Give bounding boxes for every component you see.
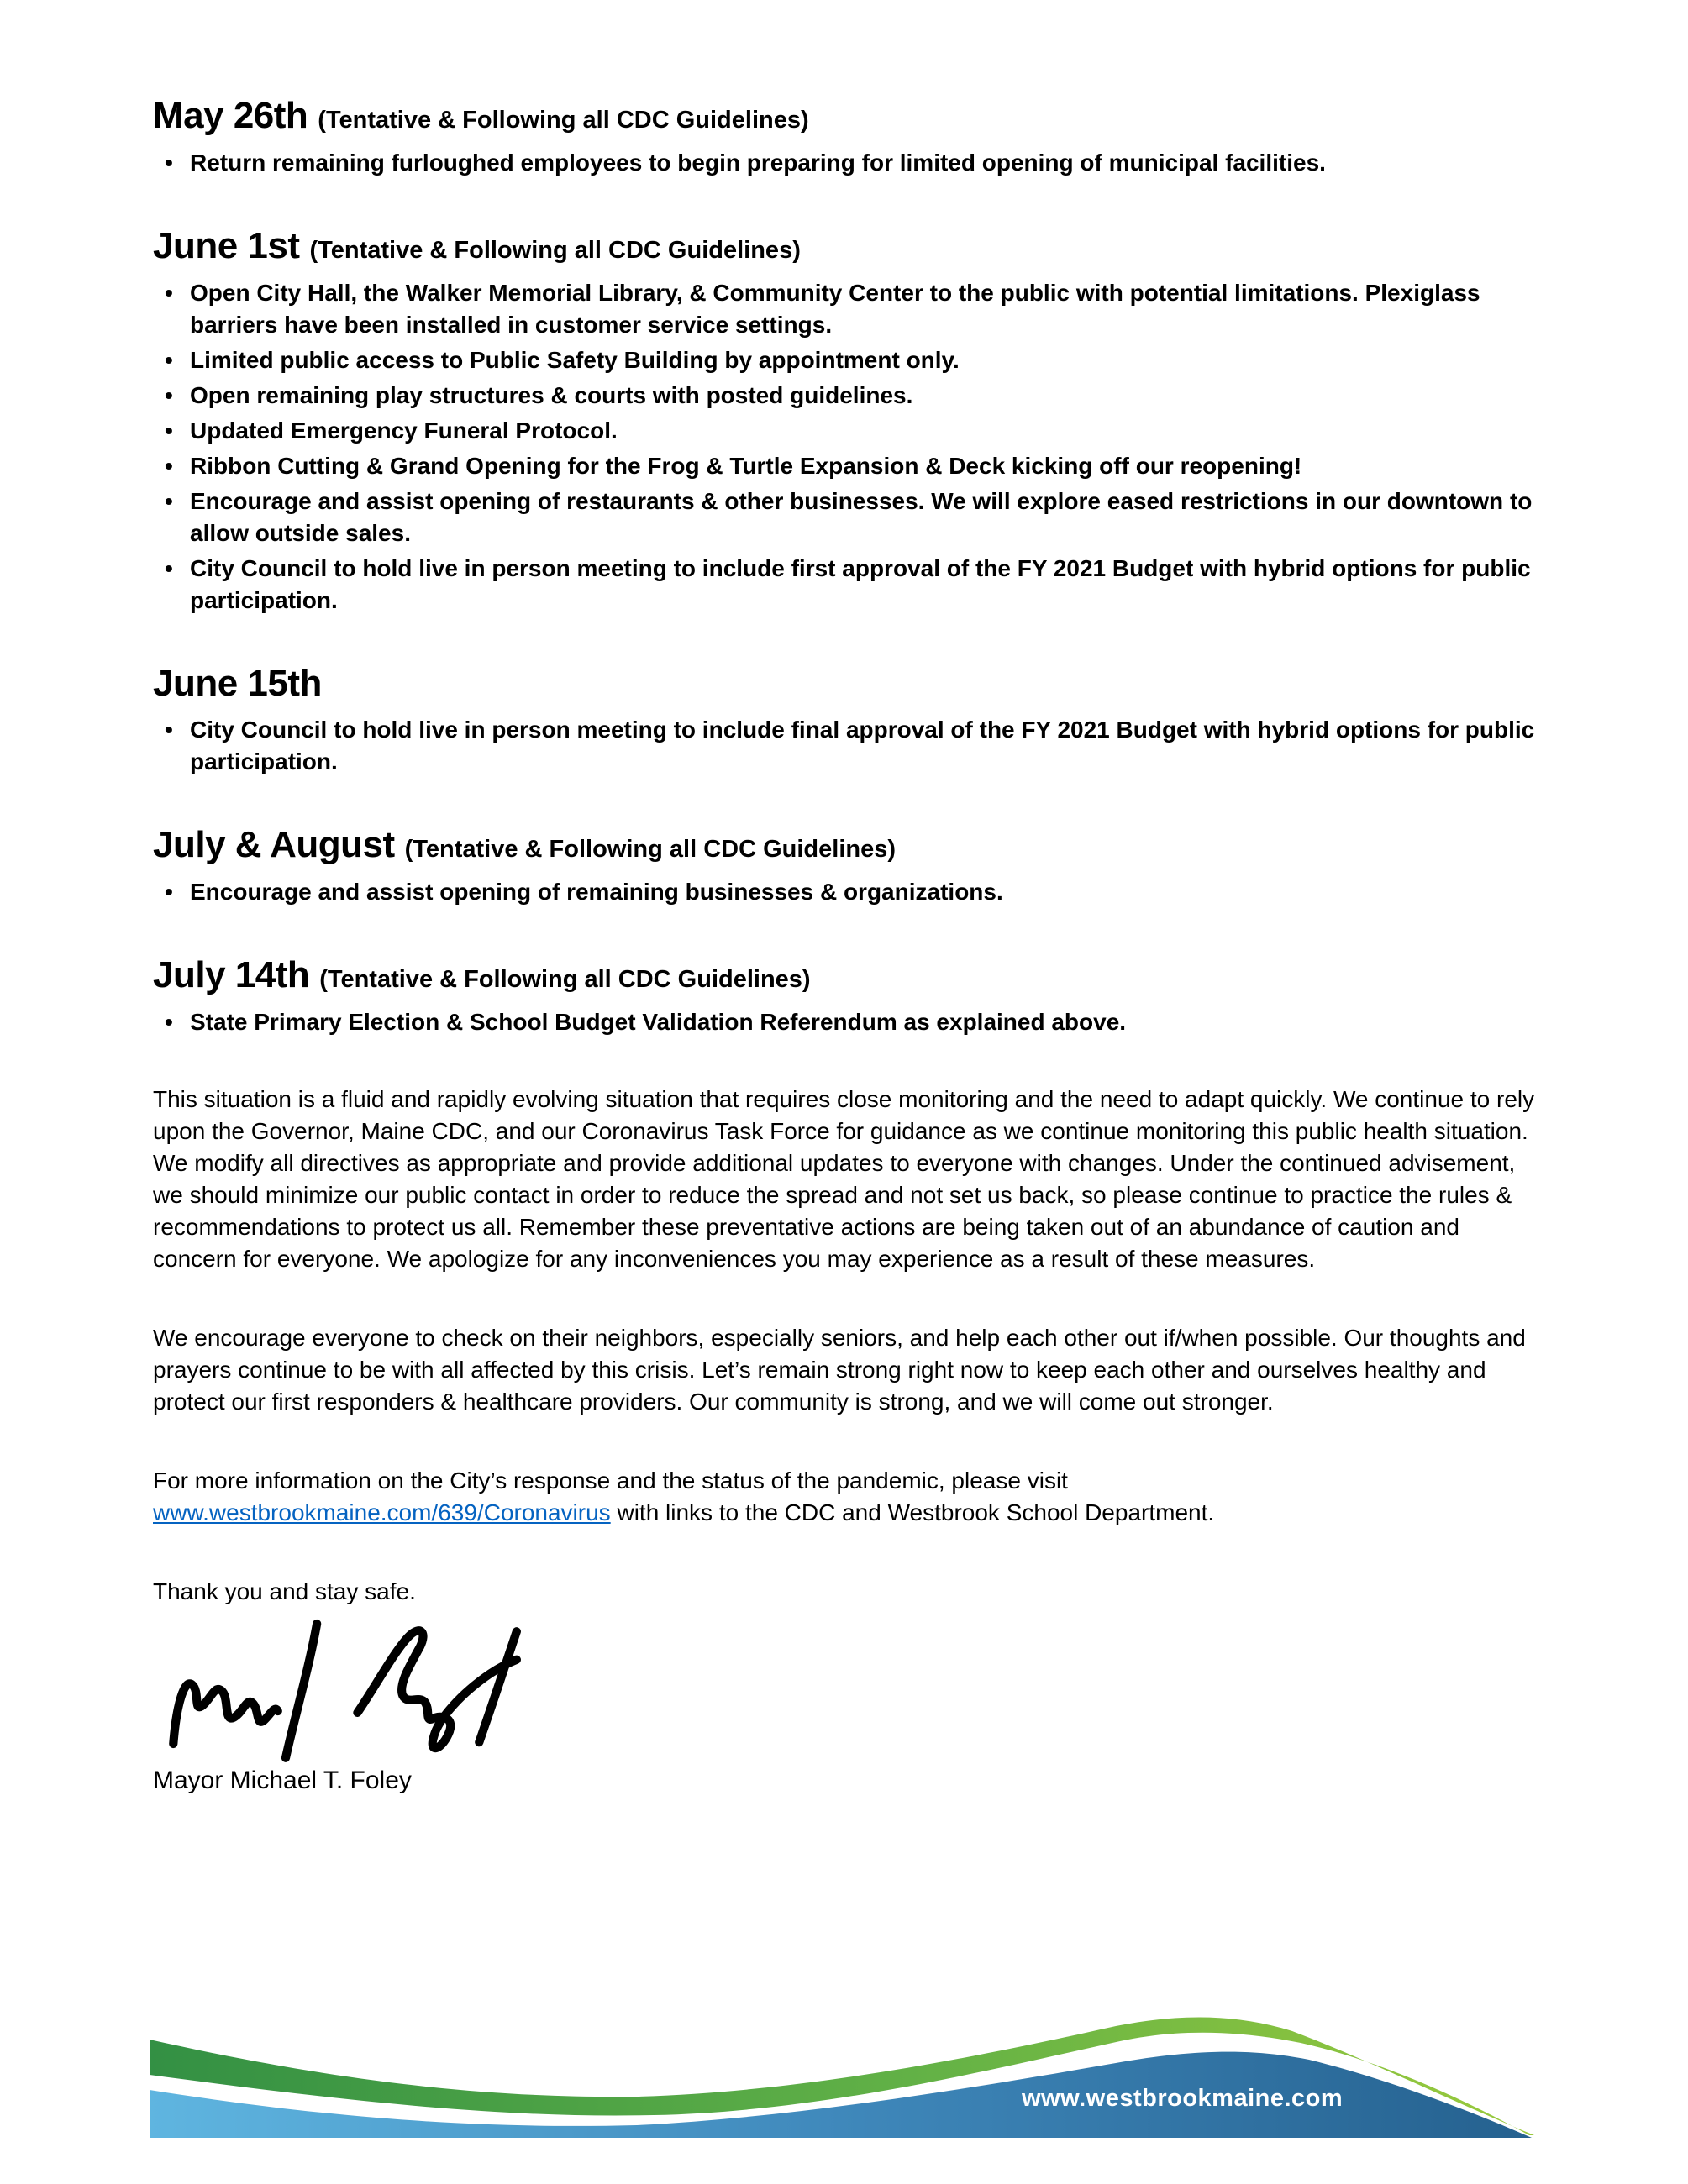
section-subtitle: (Tentative & Following all CDC Guidelines): [319, 966, 811, 994]
bullet-item: • Updated Emergency Funeral Protocol.: [153, 415, 1541, 447]
bullet-item: • City Council to hold live in person meeting to include first approval of the FY 2021 Budget with hybrid options for public participation.: [153, 553, 1541, 617]
section-july-august: [153, 823, 1541, 908]
section-heading: [153, 823, 1541, 868]
bullet-item: • Ribbon Cutting & Grand Opening for the Frog & Turtle Expansion & Deck kicking off our reopening!: [153, 450, 1541, 482]
section-june-15: [153, 662, 1541, 779]
section-heading: [153, 224, 1541, 269]
section-subtitle: (Tentative & Following all CDC Guidelines): [404, 836, 897, 864]
bullet-list: [153, 277, 1541, 617]
section-heading: [153, 94, 1541, 139]
signature-scribble-icon: [150, 1613, 553, 1777]
section-july-14: [153, 953, 1541, 1038]
wave-graphic-icon: [150, 2008, 1534, 2140]
bullet-item: • Open City Hall, the Walker Memorial Library, & Community Center to the public with potential limitations. Plexiglass barriers have been installed in customer service settings.: [153, 277, 1541, 341]
section-date: June 1st: [153, 224, 300, 266]
section-date: June 15th: [153, 662, 322, 704]
section-date: May 26th: [153, 95, 308, 136]
coronavirus-link[interactable]: www.westbrookmaine.com/639/Coronavirus: [153, 1499, 611, 1525]
section-date: July 14th: [153, 954, 310, 996]
section-june-1: [153, 224, 1541, 617]
paragraph-fluid-situation: This situation is a fluid and rapidly evolving situation that requires close monitoring and the need to adapt quickly. We continue to rely upon the Governor, Maine CDC, and our Coronavirus Task Force for guidance as we continue monitoring this public health situation. We modify all directives as appropriate and provide additional updates to everyone with changes. Under the continued advisement, we should minimize our public contact in order to reduce the spread and not set us back, so please continue to practice the rules & recommendations to protect us all. Remember these preventative actions are being taken out of an abundance of caution and concern for everyone. We apologize for any inconveniences you may experience as a result of these measures.: [153, 1085, 1535, 1272]
section-date: July & August: [153, 824, 395, 866]
section-may-26: [153, 94, 1541, 179]
more-info-text: For more information on the City’s response and the status of the pandemic, please visit: [153, 1467, 1068, 1494]
bullet-list: [153, 147, 1541, 179]
bullet-list: [153, 714, 1541, 778]
letter-body: [153, 94, 1541, 1797]
bullet-item: • Return remaining furloughed employees to begin preparing for limited opening of municipal facilities.: [153, 147, 1541, 179]
section-subtitle: (Tentative & Following all CDC Guidelines): [318, 107, 809, 134]
bullet-item: • Limited public access to Public Safety Building by appointment only.: [153, 344, 1541, 376]
bullet-item: • Encourage and assist opening of remaining businesses & organizations.: [153, 876, 1541, 908]
footer-wave: [150, 2008, 1534, 2140]
bullet-list: [153, 876, 1541, 908]
more-info-text-after: with links to the CDC and Westbrook School Department.: [610, 1499, 1215, 1525]
bullet-item: • Encourage and assist opening of restaurants & other businesses. We will explore eased restrictions in our downtown to allow outside sales.: [153, 486, 1541, 549]
section-heading: [153, 953, 1541, 998]
section-heading: [153, 662, 1541, 706]
bullet-item: • State Primary Election & School Budget Validation Referendum as explained above.: [153, 1006, 1541, 1038]
bullet-item: • Open remaining play structures & courts with posted guidelines.: [153, 380, 1541, 412]
signature-name: Mayor Michael T. Foley: [153, 1766, 412, 1794]
paragraph-block: [153, 1084, 1541, 1608]
bullet-list: [153, 1006, 1541, 1038]
paragraph-more-info: [153, 1465, 1541, 1529]
paragraph-check-neighbors: We encourage everyone to check on their neighbors, especially seniors, and help each other out if/when possible. Our thoughts and prayers continue to be with all affected by this crisis. Let’s remain strong right now to keep each other and ourselves healthy and protect our first responders & healthcare providers. Our community is strong, and we will come out stronger.: [153, 1324, 1526, 1415]
bullet-item: • City Council to hold live in person meeting to include final approval of the FY 2021 Budget with hybrid options for public participation.: [153, 714, 1541, 778]
section-subtitle: (Tentative & Following all CDC Guidelines): [309, 236, 801, 264]
signature-image: [150, 1613, 553, 1777]
closing-line: Thank you and stay safe.: [153, 1578, 416, 1604]
footer-url: www.westbrookmaine.com: [1022, 2085, 1344, 2112]
